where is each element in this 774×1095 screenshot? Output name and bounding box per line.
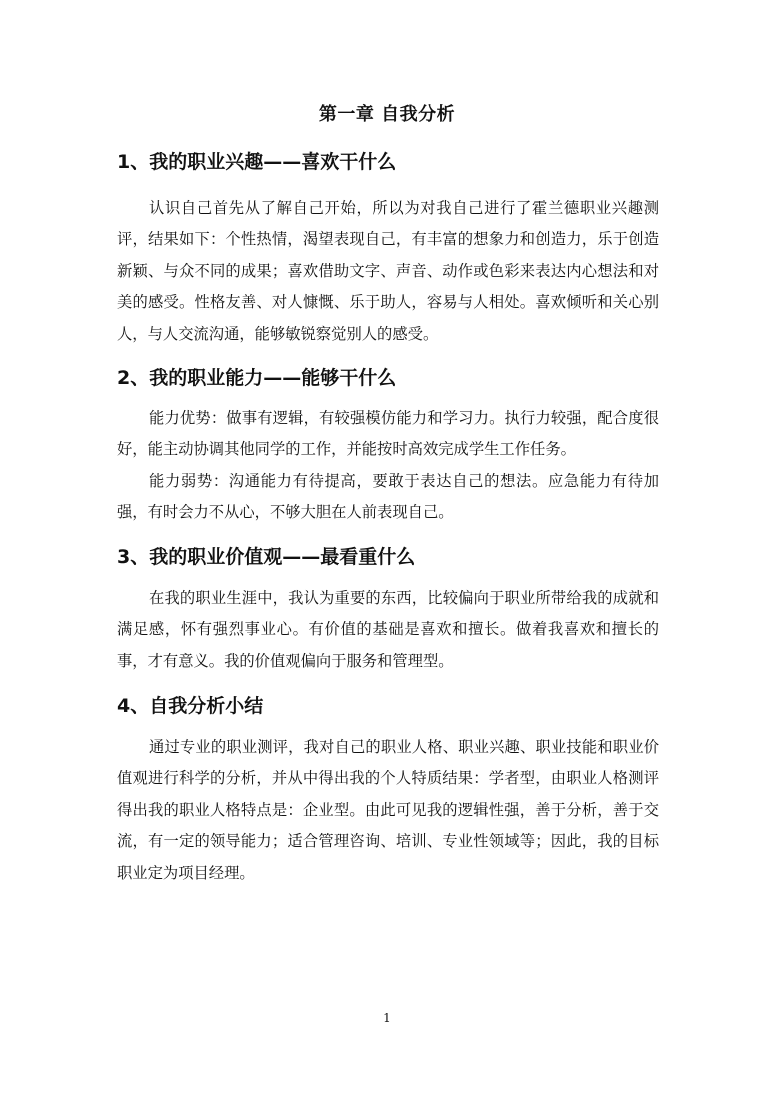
paragraph-ability-strengths: 能力优势：做事有逻辑，有较强模仿能力和学习力。执行力较强，配合度很好，能主动协调其他同学的工作，并能按时高效完成学生工作任务。 [117, 409, 659, 459]
section-heading-summary: 4、自我分析小结 [117, 695, 264, 717]
page-number: 1 [383, 1011, 391, 1025]
paragraph-ability-weaknesses: 能力弱势：沟通能力有待提高，要敢于表达自己的想法。应急能力有待加强，有时会力不从心，不够大胆在人前表现自己。 [117, 472, 659, 522]
section-heading-ability: 2、我的职业能力——能够干什么 [117, 367, 397, 389]
paragraph-interest: 认识自己首先从了解自己开始，所以为对我自己进行了霍兰德职业兴趣测评，结果如下：个性热情，渴望表现自己，有丰富的想象力和创造力，乐于创造新颖、与众不同的成果；喜欢借助文字、声音、动作或色彩来表达内心想法和对美的感受。性格友善、对人慷慨、乐于助人，容易与人相处。喜欢倾听和关心别人，与人交流沟通，能够敏锐察觉别人的感受。 [117, 199, 659, 343]
paragraph-summary: 通过专业的职业测评，我对自己的职业人格、职业兴趣、职业技能和职业价值观进行科学的分析，并从中得出我的个人特质结果：学者型，由职业人格测评得出我的职业人格特点是：企业型。由此可见我的逻辑性强，善于分析，善于交流，有一定的领导能力；适合管理咨询、培训、专业性领域等；因此，我的目标职业定为项目经理。 [117, 738, 659, 882]
paragraph-values: 在我的职业生涯中，我认为重要的东西，比较偏向于职业所带给我的成就和满足感，怀有强烈事业心。有价值的基础是喜欢和擅长。做着我喜欢和擅长的事，才有意义。我的价值观偏向于服务和管理型。 [117, 589, 659, 670]
section-heading-interest: 1、我的职业兴趣——喜欢干什么 [117, 151, 397, 173]
chapter-title: 第一章 自我分析 [318, 104, 456, 125]
section-heading-values: 3、我的职业价值观——最看重什么 [117, 546, 416, 568]
